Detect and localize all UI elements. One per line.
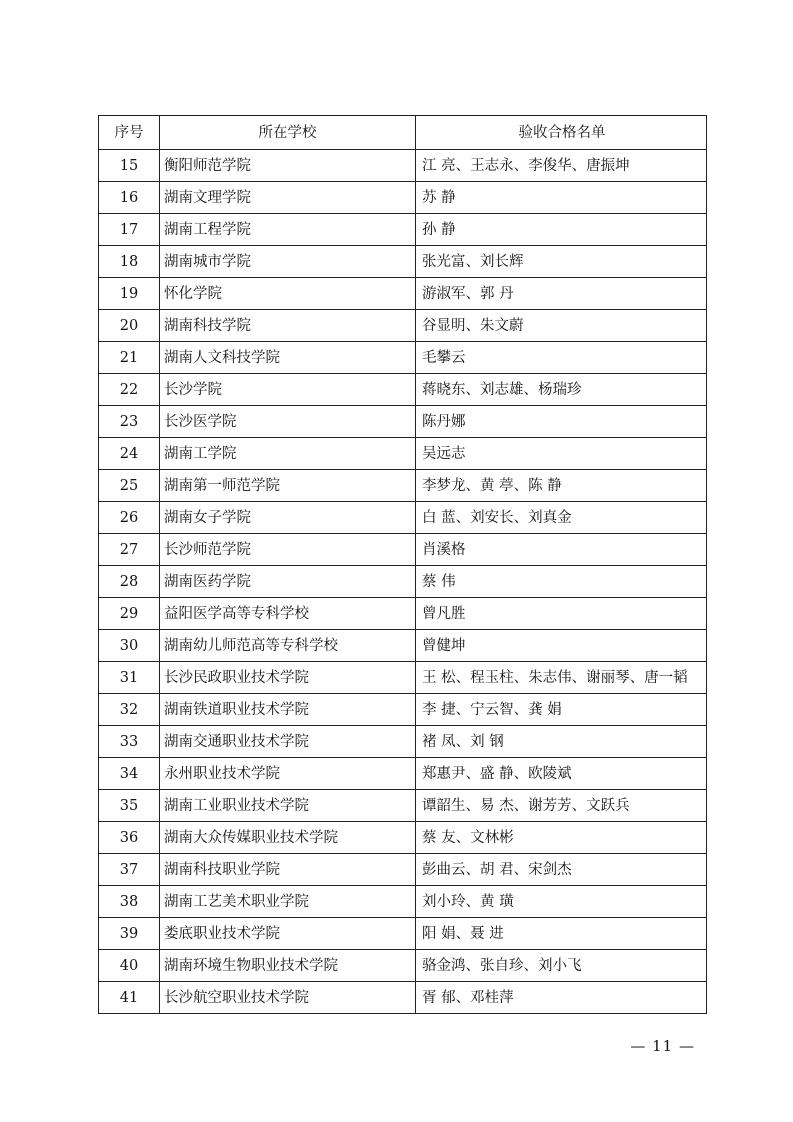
cell-school: 湖南工业职业技术学院 bbox=[160, 790, 416, 822]
cell-names: 刘小玲、黄 璜 bbox=[416, 886, 707, 918]
cell-school: 长沙航空职业技术学院 bbox=[160, 982, 416, 1014]
cell-school: 怀化学院 bbox=[160, 278, 416, 310]
cell-names: 曾凡胜 bbox=[416, 598, 707, 630]
cell-names: 陈丹娜 bbox=[416, 406, 707, 438]
cell-school: 长沙民政职业技术学院 bbox=[160, 662, 416, 694]
table-row bbox=[99, 982, 707, 1014]
cell-school: 湖南文理学院 bbox=[160, 182, 416, 214]
table-row bbox=[99, 630, 707, 662]
cell-no: 25 bbox=[99, 470, 160, 502]
cell-school: 湖南工艺美术职业学院 bbox=[160, 886, 416, 918]
table-row bbox=[99, 278, 707, 310]
table-row bbox=[99, 918, 707, 950]
cell-no: 15 bbox=[99, 150, 160, 182]
cell-school: 长沙学院 bbox=[160, 374, 416, 406]
cell-school: 娄底职业技术学院 bbox=[160, 918, 416, 950]
cell-school: 湖南环境生物职业技术学院 bbox=[160, 950, 416, 982]
table-row bbox=[99, 502, 707, 534]
header-names: 验收合格名单 bbox=[416, 116, 707, 150]
cell-no: 38 bbox=[99, 886, 160, 918]
table-row bbox=[99, 374, 707, 406]
cell-school: 湖南幼儿师范高等专科学校 bbox=[160, 630, 416, 662]
cell-school: 永州职业技术学院 bbox=[160, 758, 416, 790]
cell-school: 湖南第一师范学院 bbox=[160, 470, 416, 502]
cell-names: 彭曲云、胡 君、宋剑杰 bbox=[416, 854, 707, 886]
table-row bbox=[99, 470, 707, 502]
table-row bbox=[99, 854, 707, 886]
cell-no: 40 bbox=[99, 950, 160, 982]
table-row bbox=[99, 566, 707, 598]
cell-school: 益阳医学高等专科学校 bbox=[160, 598, 416, 630]
page-number: — 11 — bbox=[630, 1037, 695, 1055]
table-row bbox=[99, 342, 707, 374]
cell-no: 22 bbox=[99, 374, 160, 406]
cell-school: 湖南科技职业学院 bbox=[160, 854, 416, 886]
cell-school: 湖南铁道职业技术学院 bbox=[160, 694, 416, 726]
table-row bbox=[99, 246, 707, 278]
cell-no: 30 bbox=[99, 630, 160, 662]
table-row bbox=[99, 310, 707, 342]
cell-names: 阳 娟、聂 进 bbox=[416, 918, 707, 950]
cell-names: 郑惠尹、盛 静、欧陵斌 bbox=[416, 758, 707, 790]
table-row bbox=[99, 662, 707, 694]
cell-no: 24 bbox=[99, 438, 160, 470]
cell-names: 曾健坤 bbox=[416, 630, 707, 662]
cell-no: 19 bbox=[99, 278, 160, 310]
cell-school: 湖南工程学院 bbox=[160, 214, 416, 246]
cell-no: 16 bbox=[99, 182, 160, 214]
table-row bbox=[99, 214, 707, 246]
cell-names: 李梦龙、黄 葶、陈 静 bbox=[416, 470, 707, 502]
cell-names: 李 捷、宁云智、龚 娟 bbox=[416, 694, 707, 726]
table-row bbox=[99, 758, 707, 790]
table-row bbox=[99, 406, 707, 438]
cell-names: 骆金鸿、张自珍、刘小飞 bbox=[416, 950, 707, 982]
table-row bbox=[99, 886, 707, 918]
cell-names: 吴远志 bbox=[416, 438, 707, 470]
cell-school: 湖南科技学院 bbox=[160, 310, 416, 342]
cell-school: 湖南城市学院 bbox=[160, 246, 416, 278]
cell-no: 36 bbox=[99, 822, 160, 854]
cell-no: 31 bbox=[99, 662, 160, 694]
table-row bbox=[99, 694, 707, 726]
header-no: 序号 bbox=[99, 116, 160, 150]
cell-names: 白 蓝、刘安长、刘真金 bbox=[416, 502, 707, 534]
cell-names: 胥 郁、邓桂萍 bbox=[416, 982, 707, 1014]
table-header-row bbox=[99, 116, 707, 150]
table-row bbox=[99, 438, 707, 470]
table-row bbox=[99, 822, 707, 854]
cell-no: 23 bbox=[99, 406, 160, 438]
cell-no: 20 bbox=[99, 310, 160, 342]
table-row bbox=[99, 534, 707, 566]
cell-no: 34 bbox=[99, 758, 160, 790]
table-row bbox=[99, 598, 707, 630]
cell-school: 湖南医药学院 bbox=[160, 566, 416, 598]
cell-no: 35 bbox=[99, 790, 160, 822]
cell-no: 28 bbox=[99, 566, 160, 598]
cell-no: 17 bbox=[99, 214, 160, 246]
cell-names: 苏 静 bbox=[416, 182, 707, 214]
cell-school: 长沙师范学院 bbox=[160, 534, 416, 566]
cell-names: 肖溪格 bbox=[416, 534, 707, 566]
cell-names: 毛攀云 bbox=[416, 342, 707, 374]
cell-names: 张光富、刘长辉 bbox=[416, 246, 707, 278]
cell-school: 衡阳师范学院 bbox=[160, 150, 416, 182]
table-row bbox=[99, 950, 707, 982]
table-body bbox=[99, 150, 707, 1014]
cell-school: 湖南女子学院 bbox=[160, 502, 416, 534]
table-row bbox=[99, 790, 707, 822]
cell-names: 游淑军、郭 丹 bbox=[416, 278, 707, 310]
cell-school: 湖南交通职业技术学院 bbox=[160, 726, 416, 758]
cell-names: 蔡 友、文林彬 bbox=[416, 822, 707, 854]
cell-school: 长沙医学院 bbox=[160, 406, 416, 438]
cell-no: 21 bbox=[99, 342, 160, 374]
cell-names: 江 亮、王志永、李俊华、唐振坤 bbox=[416, 150, 707, 182]
cell-no: 41 bbox=[99, 982, 160, 1014]
cell-school: 湖南人文科技学院 bbox=[160, 342, 416, 374]
cell-school: 湖南工学院 bbox=[160, 438, 416, 470]
acceptance-list-table bbox=[98, 115, 707, 1014]
table-row bbox=[99, 182, 707, 214]
cell-no: 29 bbox=[99, 598, 160, 630]
cell-no: 37 bbox=[99, 854, 160, 886]
cell-names: 王 松、程玉柱、朱志伟、谢丽琴、唐一韬 bbox=[416, 662, 707, 694]
cell-no: 33 bbox=[99, 726, 160, 758]
table-row bbox=[99, 150, 707, 182]
cell-no: 18 bbox=[99, 246, 160, 278]
cell-no: 32 bbox=[99, 694, 160, 726]
cell-names: 褚 凤、刘 钢 bbox=[416, 726, 707, 758]
cell-names: 蒋晓东、刘志雄、杨瑞珍 bbox=[416, 374, 707, 406]
header-school: 所在学校 bbox=[160, 116, 416, 150]
cell-names: 谷显明、朱文蔚 bbox=[416, 310, 707, 342]
cell-no: 27 bbox=[99, 534, 160, 566]
cell-no: 39 bbox=[99, 918, 160, 950]
cell-names: 谭韶生、易 杰、谢芳芳、文跃兵 bbox=[416, 790, 707, 822]
cell-school: 湖南大众传媒职业技术学院 bbox=[160, 822, 416, 854]
cell-no: 26 bbox=[99, 502, 160, 534]
cell-names: 蔡 伟 bbox=[416, 566, 707, 598]
table-row bbox=[99, 726, 707, 758]
cell-names: 孙 静 bbox=[416, 214, 707, 246]
